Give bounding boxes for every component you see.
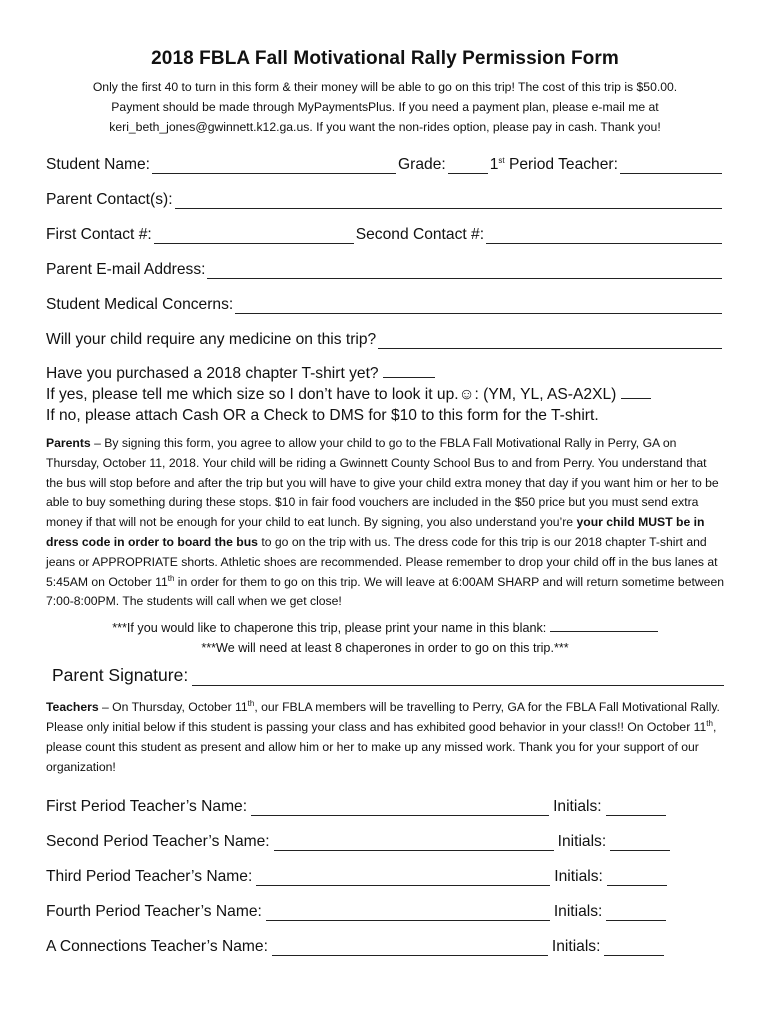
- parent-signature-label: Parent Signature:: [52, 665, 189, 686]
- teacher-name-label: Third Period Teacher’s Name:: [46, 868, 253, 886]
- first-period-label: 1st Period Teacher:: [489, 155, 618, 173]
- chaperone-line-2: ***We will need at least 8 chaperones in order to go on this trip.***: [201, 641, 569, 656]
- parent-email-label: Parent E-mail Address:: [46, 261, 206, 278]
- intro-line-1: Only the first 40 to turn in this form & their money will be able to go on this trip! The cost of this trip is $50.00.: [92, 80, 678, 94]
- teacher-name-field[interactable]: [272, 941, 548, 956]
- student-name-label: Student Name:: [46, 156, 151, 173]
- medicine-row: [46, 327, 724, 349]
- teacher-name-label: Fourth Period Teacher’s Name:: [46, 903, 262, 921]
- intro-line-2: Payment should be made through MyPaymentsPlus. If you need a payment plan, please e-mail me at: [111, 100, 659, 114]
- student-info-row: [46, 152, 724, 174]
- teachers-paragraph: Teachers – On Thursday, October 11th, our FBLA members will be travelling to Perry, GA for the FBLA Fall Motivational Rally. Please only initial below if this student is passing your class and has exhibited good behavior in your class!! On October 11th, please count this student as present and allow him or her to make up any missed work. Thank you for your support of our organization!: [46, 699, 720, 774]
- initials-label: Initials:: [554, 868, 603, 886]
- initials-field[interactable]: [607, 871, 667, 886]
- teacher-name-label: First Period Teacher’s Name:: [46, 798, 248, 816]
- initials-label: Initials:: [551, 938, 601, 956]
- teacher-row: [46, 829, 724, 851]
- second-contact-label: Second Contact #:: [355, 226, 485, 243]
- parents-label: Parents: [46, 436, 91, 450]
- medicine-label: Will your child require any medicine on this trip?: [46, 331, 377, 348]
- initials-field[interactable]: [610, 836, 670, 851]
- intro-line-3: keri_beth_jones@gwinnett.k12.ga.us. If you want the non-rides option, please pay in cash. Thank you!: [109, 120, 661, 134]
- medical-field[interactable]: [235, 299, 722, 314]
- parent-contacts-label: Parent Contact(s):: [46, 191, 173, 208]
- teacher-row: [46, 794, 724, 816]
- parents-paragraph: Parents – By signing this form, you agree to allow your child to go to the FBLA Fall Motivational Rally in Perry, GA on Thursday, October 11, 2018. Your child will be riding a Gwinnett County School Bus to and from Perry. You understand that the bus will stop before and after the trip but you will have to give your child extra money that day if you want him or her to be able to buy something during these stops. $10 in fair food vouchers are included in the $50 price but you must send extra money if that will not be enough for your child to eat lunch. By signing, you also understand you’re your child MUST be in dress code in order to board the bus to go on the trip with us. The dress code for this trip is our 2018 chapter T-shirt and jeans or APPROPRIATE shorts. Athletic shoes are recommended. Please remember to drop your child off in the bus lanes at 5:45AM on October 11th in order for them to go on this trip. We will leave at 6:00AM SHARP and will return sometime between 7:00-8:00PM. The students will call when we get close!: [46, 436, 724, 609]
- parent-contacts-field[interactable]: [175, 194, 722, 209]
- initials-field[interactable]: [604, 941, 664, 956]
- teacher-name-field[interactable]: [266, 906, 550, 921]
- initials-label: Initials:: [557, 833, 607, 851]
- parent-email-field[interactable]: [207, 264, 722, 279]
- form-title: 2018 FBLA Fall Motivational Rally Permission Form: [151, 48, 619, 69]
- grade-field[interactable]: [448, 159, 488, 174]
- second-contact-field[interactable]: [486, 229, 722, 244]
- contact-numbers-row: [46, 222, 724, 244]
- teacher-name-label: A Connections Teacher’s Name:: [46, 938, 268, 956]
- teacher-name-label: Second Period Teacher’s Name:: [46, 833, 270, 851]
- parent-signature-field[interactable]: [192, 669, 724, 686]
- first-period-teacher-field[interactable]: [620, 159, 722, 174]
- teacher-name-field[interactable]: [256, 871, 550, 886]
- initials-label: Initials:: [553, 903, 603, 921]
- chaperone-name-field[interactable]: [550, 620, 658, 632]
- tshirt-q3: If no, please attach Cash OR a Check to DMS for $10 to this form for the T-shirt.: [46, 407, 599, 424]
- medical-row: [46, 292, 724, 314]
- tshirt-q2: If yes, please tell me which size so I don’t have to look it up.☺: (YM, YL, AS-A2XL): [46, 384, 724, 405]
- tshirt-purchased-field[interactable]: [383, 363, 435, 378]
- student-name-field[interactable]: [152, 159, 396, 174]
- first-contact-field[interactable]: [154, 229, 354, 244]
- intro-text: [46, 77, 724, 137]
- teacher-row: [46, 899, 724, 921]
- parent-signature-row: [52, 661, 724, 686]
- initials-label: Initials:: [553, 798, 602, 816]
- first-contact-label: First Contact #:: [46, 226, 152, 243]
- parent-email-row: [46, 257, 724, 279]
- teacher-row: [46, 934, 724, 956]
- medical-label: Student Medical Concerns:: [46, 296, 234, 313]
- initials-field[interactable]: [606, 801, 666, 816]
- tshirt-q1: Have you purchased a 2018 chapter T-shirt yet?: [46, 363, 724, 384]
- teacher-name-field[interactable]: [274, 836, 554, 851]
- parent-contacts-row: [46, 187, 724, 209]
- chaperone-section: [46, 618, 724, 658]
- teachers-label: Teachers: [46, 700, 99, 715]
- chaperone-line-1: ***If you would like to chaperone this trip, please print your name in this blank:: [46, 618, 724, 638]
- teacher-name-field[interactable]: [251, 801, 549, 816]
- teacher-row: [46, 864, 724, 886]
- dress-code-notice: your child MUST be in dress code in order to board the bus: [46, 515, 705, 549]
- initials-field[interactable]: [606, 906, 666, 921]
- grade-label: Grade:: [398, 156, 446, 173]
- medicine-field[interactable]: [378, 334, 722, 349]
- tshirt-section: [46, 363, 724, 426]
- tshirt-size-field[interactable]: [621, 384, 651, 399]
